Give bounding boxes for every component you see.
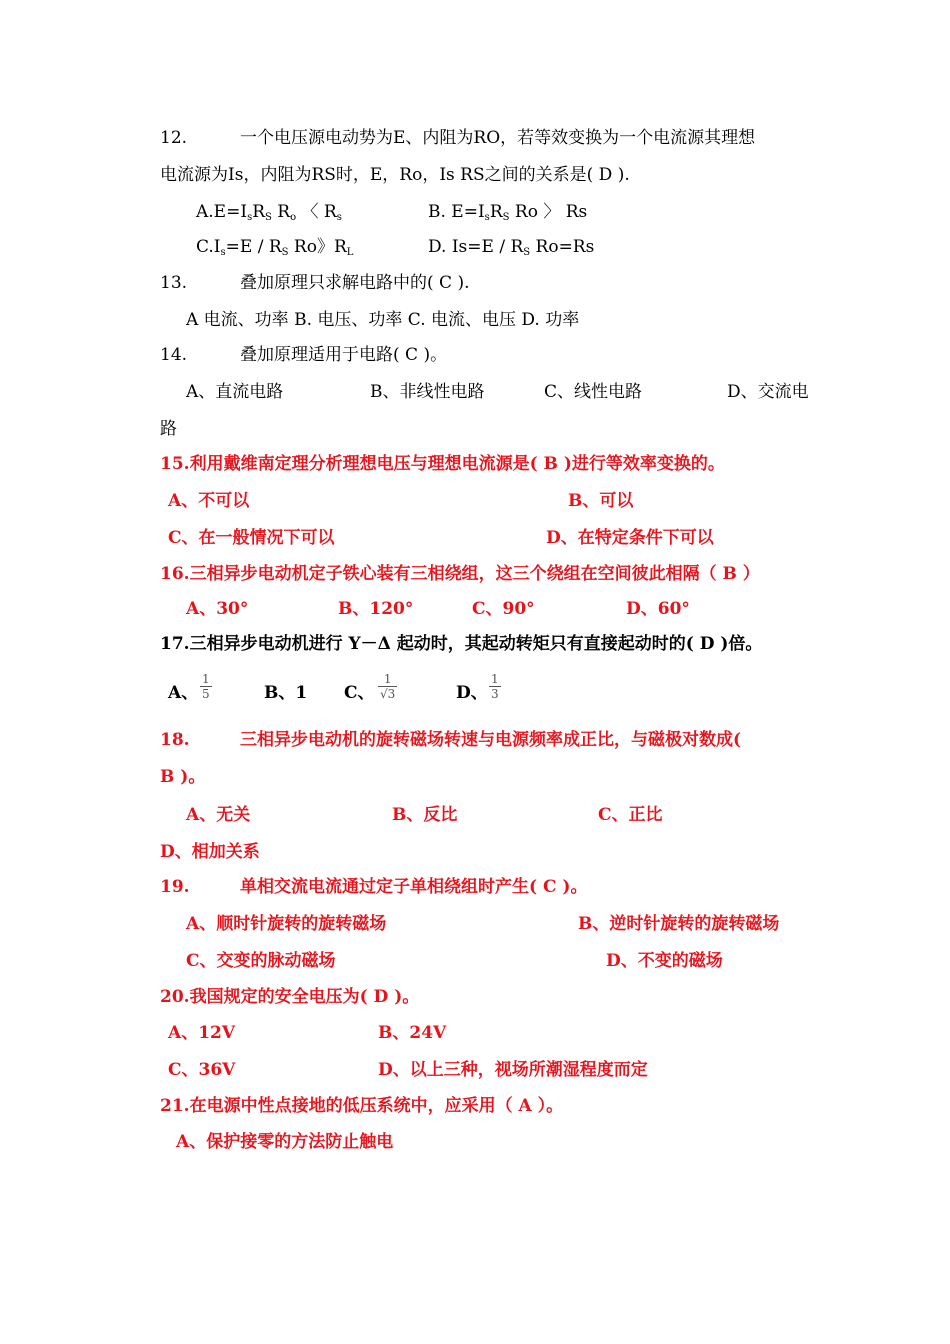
- q15-option-d: D、在特定条件下可以: [546, 528, 714, 548]
- q14-option-c: C、线性电路: [544, 382, 643, 402]
- q17-stem: 17.三相异步电动机进行 Y－Δ 起动时，其起动转矩只有直接起动时的( D )倍。: [160, 634, 763, 654]
- q17-option-b: B、1: [264, 683, 308, 703]
- q18-stem-line2: B )。: [160, 767, 206, 787]
- q14-stem: 叠加原理适用于电路( C )。: [240, 345, 448, 365]
- q14-option-a: A、直流电路: [186, 382, 284, 402]
- q14-option-b: B、非线性电路: [370, 382, 485, 402]
- q12-stem-line1: 一个电压源电动势为E、内阻为RO，若等效变换为一个电流源其理想: [240, 128, 756, 148]
- q16-option-b: B、120°: [338, 599, 414, 619]
- q21-stem: 21.在电源中性点接地的低压系统中，应采用（ A ）。: [160, 1096, 564, 1116]
- q17-option-c-label: C、: [344, 683, 375, 703]
- q16-option-c: C、90°: [472, 599, 535, 619]
- q14-option-d: D、交流电: [727, 382, 809, 402]
- q15-stem: 15.利用戴维南定理分析理想电压与理想电流源是( B )进行等效率变换的。: [160, 454, 725, 474]
- q16-option-d: D、60°: [626, 599, 690, 619]
- q12-option-c: $C.I_s=E / R_S$ Ro》$R_L$: [196, 237, 354, 258]
- q17-option-d-fraction: $\frac{1}{3}$: [491, 672, 499, 701]
- q19-option-b: B、逆时针旋转的旋转磁场: [578, 914, 780, 934]
- q18-option-b: B、反比: [392, 805, 458, 825]
- q17-option-a-fraction: $\frac{1}{5}$: [202, 672, 210, 701]
- q19-option-a: A、顺时针旋转的旋转磁场: [186, 914, 387, 934]
- q16-stem: 16.三相异步电动机定子铁心装有三相绕组，这三个绕组在空间彼此相隔（ B ）: [160, 564, 760, 584]
- q16-option-a: A、30°: [186, 599, 249, 619]
- q12-option-b: B. $E=I_sR_S$ Ro 〉 Rs: [428, 202, 588, 223]
- q20-stem: 20.我国规定的安全电压为( D )。: [160, 987, 420, 1007]
- q18-number: 18.: [160, 730, 190, 750]
- q12-stem-line2: 电流源为Is，内阻为RS时，E，Ro，Is RS之间的关系是( D ).: [160, 165, 630, 185]
- q20-option-c: C、36V: [168, 1060, 236, 1080]
- q15-option-c: C、在一般情况下可以: [168, 528, 335, 548]
- q15-option-a: A、不可以: [168, 491, 250, 511]
- q15-option-b: B、可以: [568, 491, 634, 511]
- q13-number: 13.: [160, 273, 188, 293]
- q12-option-a: $A.E=I_sR_S$ $R_o$ 〈 $R_s$: [196, 202, 342, 223]
- q18-option-a: A、无关: [186, 805, 251, 825]
- q21-option-a: A、保护接零的方法防止触电: [176, 1132, 394, 1152]
- q20-option-a: A、12V: [168, 1023, 236, 1043]
- q20-option-d: D、以上三种，视场所潮湿程度而定: [378, 1060, 648, 1080]
- q13-stem: 叠加原理只求解电路中的( C ).: [240, 273, 470, 293]
- q18-option-d: D、相加关系: [160, 842, 260, 862]
- q19-option-d: D、不变的磁场: [606, 951, 723, 971]
- q19-option-c: C、交变的脉动磁场: [186, 951, 336, 971]
- q19-number: 19.: [160, 877, 190, 897]
- q17-option-a-label: A、: [168, 683, 199, 703]
- q19-stem: 单相交流电流通过定子单相绕组时产生( C )。: [240, 877, 588, 897]
- q13-options: A 电流、功率 B. 电压、功率 C. 电流、电压 D. 功率: [186, 310, 580, 330]
- q18-option-c: C、正比: [598, 805, 663, 825]
- q17-option-c-fraction: $\frac{1}{√3}$: [380, 672, 396, 701]
- q12-number: 12.: [160, 128, 188, 148]
- q14-option-d-continuation: 路: [160, 419, 177, 439]
- q20-option-b: B、24V: [378, 1023, 447, 1043]
- q18-stem-line1: 三相异步电动机的旋转磁场转速与电源频率成正比，与磁极对数成(: [240, 730, 742, 750]
- q12-option-d: D. $Is=E / R_S$ Ro=Rs: [428, 237, 595, 258]
- q17-option-d-label: D、: [456, 683, 488, 703]
- q14-number: 14.: [160, 345, 188, 365]
